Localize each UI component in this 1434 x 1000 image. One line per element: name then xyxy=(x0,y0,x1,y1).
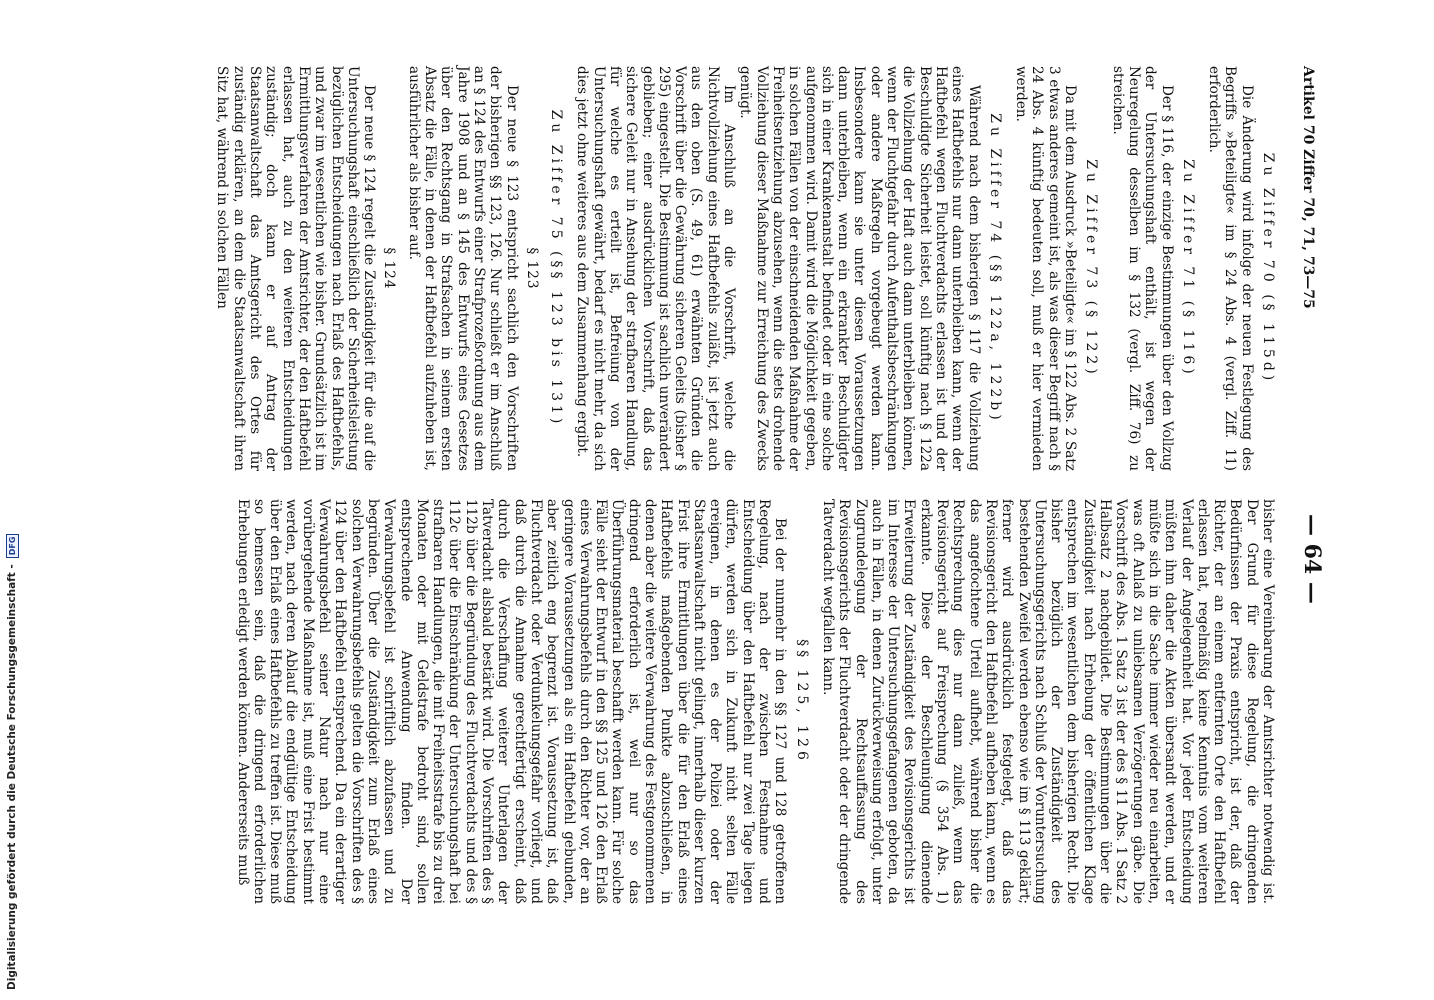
text-columns xyxy=(214,66,1276,904)
body-paragraph: Bei der nunmehr in den §§ 127 und 128 getroffenen Regelung, nach der zwischen Festnahme und Entscheidung über den Haftbefehl nur zwei Tage liegen dürfen, werden sich in Zukunft nicht selten Fälle ereignen, in denen es der Polizei oder der Staatsanwaltschaft nicht gelingt, innerhalb dieser kurzen Frist ihre Ermittlungen über die für den Erlaß eines Haftbefehls maßgebenden Punkte abzuschließen, in denen aber die weitere Verwahrung des Festgenommenen dringend erforderlich ist, weil nur so das Überführungsmaterial beschafft werden kann. Für solche Fälle sieht der Entwurf in den §§ 125 und 126 den Erlaß eines Verwahrungsbefehls durch den Richter vor, der an geringere Voraussetzungen als ein Haftbefehl gebunden, aber zeitlich eng begrenzt ist. Voraussetzung ist, daß Fluchtverdacht oder Verdunkelungsgefahr vorliegt, und daß durch die Annahme gerechtfertigt erscheint, daß durch die Verschaffung weiterer Unterlagen der Tatverdacht alsbald bestärkt wird. Die Vorschriften des § 112b über die Begründung des Fluchtverdachts und des § 112c über die Einschränkung der Untersuchungshaft bei strafbaren Handlungen, die mit Freiheitsstrafe bis zu drei Monaten oder mit Geldstrafe bedroht sind, sollen entsprechende Anwendung finden. Der Verwahrungsbefehl ist schriftlich abzufassen und zu begründen. Über die Zuständigkeit zum Erlaß eines solchen Verwahrungsbefehls gelten die Vorschriften des § 124 über den Haftbefehl entsprechend. Da ein derartiger Verwahrungsbefehl seiner Natur nach nur eine vorübergehende Maßnahme ist, muß eine Frist bestimmt werden, nach deren Ablauf die endgültige Entscheidung über den Erlaß eines Haftbefehls zu treffen ist. Diese muß so bemessen sein, daß die dringend erforderlichen Erhebungen erledigt werden können. Andererseits muß xyxy=(234,499,789,904)
paragraph-number-heading: § 123 xyxy=(523,247,540,290)
body-paragraph: Der neue § 124 regelt die Zuständigkeit für die auf die Untersuchungshaft einschließlich der Sicherheitsleistung bezüglichen Entscheidungen nach Erlaß des Haftbefehls, und zwar im wesentlichen wie bisher. Grundsätzlich ist im Ermittlungsverfahren der Amtsrichter, der den Haftbefehl erlassen hat, auch zu den weiteren Entscheidungen zuständig; doch kann er auf Antrag der Staatsanwaltschaft das Amtsgericht des Ortes für zuständig erklären, an dem die Staatsanwaltschaft ihren Sitz hat, während in solchen Fällen xyxy=(214,66,378,471)
section-heading: Zu Ziffer 75 (§§ 123 bis 131) xyxy=(548,109,565,428)
body-paragraph: Während nach dem bisherigen § 117 die Vollziehung eines Haftbefehls nur dann unterbleiben kann, wenn der Haftbefehl wegen Fluchtverdachts erlassen ist und der Beschuldigte Sicherheit leistet, soll künftig nach § 122a die Vollziehung der Haft auch dann unterbleiben können, wenn der Fluchtgefahr durch Aufenthaltsbeschränkungen oder andere Maßregeln vorgebeugt werden kann. Insbesondere kann sie unter diesen Voraussetzungen dann unterbleiben, wenn ein erkrankter Beschuldigter sich in einer Krankenanstalt befindet oder in eine solche aufgenommen wird. Damit wird die Möglichkeit gegeben, in solchen Fällen von der einschneidenden Maßnahme der Freiheitsentziehung abzusehen, wenn die stets drohende Vollziehung dieser Maßnahme zur Erreichung des Zwecks genügt. xyxy=(737,66,982,471)
dfg-logo: DFG xyxy=(6,534,19,559)
section-heading: Zu Ziffer 70 (§ 115d) xyxy=(1260,152,1276,385)
digitization-credit xyxy=(4,150,20,990)
running-head-title: Artikel 70 Ziffer 70, 71, 73—75 xyxy=(1300,66,1316,309)
body-paragraph: Der § 116, der einzige Bestimmungen über den Vollzug der Untersuchungshaft enthält, ist wegen der Neuregelung desselben im § 132 (vergl. Ziff. 76) zu streichen. xyxy=(1109,66,1175,471)
body-paragraph: Im Anschluß an die Vorschrift, welche die Nichtvollziehung eines Haftbefehls zuläßt, ist jetzt auch aus den oben (S. 49, 61) erwähnten Gründen die Vorschrift über die Gewährung sicheren Geleits (bisher § 295) eingestellt. Die Bestimmung ist sachlich unverändert geblieben; einer ausdrücklichen Vorschrift, daß das sichere Geleit nur in Ansehung der strafbaren Handlung, für welche es erteilt ist, Befreiung von der Untersuchungshaft gewährt, bedarf es nicht mehr, da sich dies jetzt ohne weiteres aus dem Zusammenhang ergibt. xyxy=(574,66,738,471)
body-paragraph: Da mit dem Ausdruck »Beteiligte« im § 122 Abs. 2 Satz 3 etwas anderes gemeint ist, als was dieser Begriff nach § 24 Abs. 4 künftig bedeuten soll, muß er hier vermieden werden. xyxy=(1013,66,1079,471)
body-paragraph: Die Änderung wird infolge der neuen Festlegung des Begriffs »Beteiligte« im § 24 Abs. 4 (vergl. Ziff. 11) erforderlich. xyxy=(1206,66,1255,471)
credit-text: Digitalisierung gefördert durch die Deutsche Forschungsgemeinschaft - xyxy=(6,564,18,990)
paragraph-number-heading: § 124 xyxy=(381,247,398,290)
section-heading: Zu Ziffer 74 (§§ 122a, 122b) xyxy=(986,113,1003,424)
running-head xyxy=(1290,66,1325,904)
page-number: — 64 — xyxy=(1299,514,1325,604)
section-heading: Zu Ziffer 71 (§ 116) xyxy=(1179,159,1196,378)
body-paragraph: bisher eine Vereinbarung der Amtsrichter notwendig ist. Der Grund für diese Regelung, die dringenden Bedürfnissen der Praxis entspricht, ist der, daß der Richter, der an einem entfernten Orte den Haftbefehl erlassen hat, regelmäßig keine Kenntnis vom weiteren Verlauf der Angelegenheit hat. Vor jeder Entscheidung müßten ihm daher die Akten übersandt werden, und er müßte sich in die Sache immer wieder neu einarbeiten, was oft Anlaß zu unliebsamen Verzögerungen gäbe. Die Vorschrift des Abs. 1 Satz 3 ist der des § 11 Abs. 1 Satz 2 Halbsatz 2 nachgebildet. Die Bestimmungen über die Zuständigkeit nach Erhebung der öffentlichen Klage entsprechen im wesentlichen dem bisherigen Recht. Die bisher bezüglich der Zuständigkeit des Untersuchungsgerichts nach Schluß der Voruntersuchung bestehenden Zweifel werden ebenso wie im § 113 geklärt; ferner wird ausdrücklich festgelegt, daß das Revisionsgericht den Haftbefehl aufheben kann, wenn es das angefochtene Urteil aufhebt, während bisher die Rechtsprechung dies nur dann zuließ, wenn das Revisionsgericht auf Freisprechung (§ 354 Abs. 1) erkannte. Diese der Beschleunigung dienende Erweiterung der Zuständigkeit des Revisionsgerichts ist im Interesse der Untersuchungsgefangenen geboten, da auch in Fällen, in denen Zurückverweisung erfolgt, unter Zugrundelegung der Rechtsauffassung des Revisionsgerichts der Fluchtverdacht oder der dringende Tatverdacht wegfallen kann. xyxy=(819,499,1276,904)
right-column xyxy=(214,499,1276,904)
body-paragraph: Der neue § 123 entspricht sachlich den Vorschriften der bisherigen §§ 123, 126. Nur schließt er im Anschluß an § 124 des Entwurfs einer Strafprozeßordnung aus dem Jahre 1908 und an § 145 des Entwurfs eines Gesetzes über den Rechtsgang in Strafsachen in seinem ersten Absatz die Fälle, in denen der Haftbefehl aufzuheben ist, ausführlicher als bisher auf. xyxy=(405,66,520,471)
section-heading: §§ 125, 126 xyxy=(793,639,810,764)
section-heading: Zu Ziffer 73 (§ 122) xyxy=(1083,159,1100,378)
left-column xyxy=(214,66,1276,471)
